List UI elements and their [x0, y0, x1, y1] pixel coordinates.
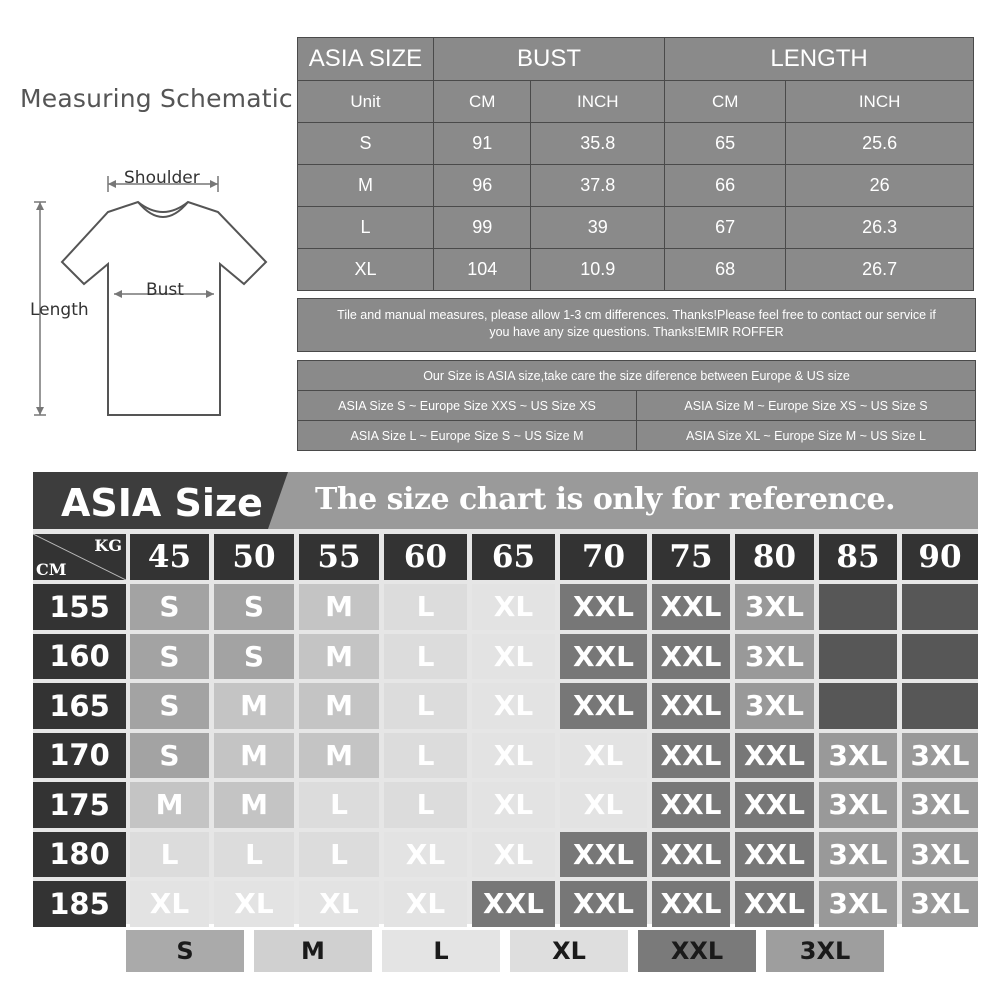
size-cell: M	[298, 165, 434, 207]
legend-item: S	[126, 930, 244, 972]
note-line-1: Tile and manual measures, please allow 1-3 cm differences. Thanks!Please feel free to contact our service if	[337, 308, 936, 322]
size-cell: M	[299, 584, 379, 630]
size-cell: XXL	[652, 782, 730, 828]
size-cell: XL	[472, 782, 555, 828]
size-cell: 3XL	[902, 733, 978, 779]
size-cell: XL	[130, 881, 209, 927]
legend-item: L	[382, 930, 500, 972]
size-cell: XXL	[735, 733, 814, 779]
size-cell: XXL	[735, 832, 814, 878]
weight-header: 90	[902, 534, 978, 580]
size-cell: S	[130, 584, 209, 630]
size-cell: XL	[560, 782, 647, 828]
size-cell: XL	[384, 881, 467, 927]
unit-length-cm: CM	[665, 81, 786, 123]
size-cell: 3XL	[735, 584, 814, 630]
size-cell: 3XL	[735, 683, 814, 729]
size-cell: XXL	[472, 881, 555, 927]
size-cell: XL	[472, 634, 555, 680]
chart-banner-subtitle: The size chart is only for reference.	[315, 482, 896, 517]
size-cell: XL	[298, 249, 434, 291]
size-cell: L	[384, 683, 467, 729]
header-bust: BUST	[434, 38, 665, 81]
size-cell: 3XL	[819, 881, 897, 927]
bust-cm-cell: 91	[434, 123, 531, 165]
size-cell: L	[298, 207, 434, 249]
size-cell: XXL	[652, 832, 730, 878]
shoulder-label: Shoulder	[124, 168, 200, 188]
size-cell: XL	[472, 832, 555, 878]
size-cell: M	[214, 683, 294, 729]
length-cm-cell: 67	[665, 207, 786, 249]
table-row	[298, 421, 976, 451]
conversion-cell: ASIA Size L ~ Europe Size S ~ US Size M	[298, 421, 637, 451]
measurement-note	[297, 298, 976, 352]
table-row	[298, 123, 974, 165]
size-cell: XL	[472, 733, 555, 779]
bust-label: Bust	[146, 280, 184, 300]
height-header: 185	[33, 881, 126, 927]
schematic-title: Measuring Schematic	[20, 84, 293, 113]
size-cell: XXL	[560, 881, 647, 927]
height-header: 175	[33, 782, 126, 828]
size-cell: L	[384, 782, 467, 828]
table-row	[298, 249, 974, 291]
size-cell: XL	[214, 881, 294, 927]
legend-item: XL	[510, 930, 628, 972]
bust-inch-cell: 10.9	[531, 249, 665, 291]
weight-header: 70	[560, 534, 647, 580]
conversion-title: Our Size is ASIA size,take care the size diference between Europe & US size	[298, 361, 976, 391]
height-header: 170	[33, 733, 126, 779]
size-cell: XXL	[652, 881, 730, 927]
size-cell: L	[214, 832, 294, 878]
unit-bust-cm: CM	[434, 81, 531, 123]
size-conversion-table	[297, 360, 976, 451]
height-header: 160	[33, 634, 126, 680]
weight-header: 65	[472, 534, 555, 580]
conversion-cell: ASIA Size M ~ Europe Size XS ~ US Size S	[637, 391, 976, 421]
size-cell: 3XL	[735, 634, 814, 680]
height-header: 155	[33, 584, 126, 630]
size-cell	[902, 634, 978, 680]
size-chart	[33, 472, 978, 924]
weight-header: 85	[819, 534, 897, 580]
size-cell: M	[214, 782, 294, 828]
header-asia-size: ASIA SIZE	[298, 38, 434, 81]
size-cell: L	[299, 782, 379, 828]
unit-bust-inch: INCH	[531, 81, 665, 123]
bust-inch-cell: 35.8	[531, 123, 665, 165]
size-cell	[819, 634, 897, 680]
size-cell: M	[299, 634, 379, 680]
size-cell: 3XL	[819, 832, 897, 878]
size-cell: XL	[299, 881, 379, 927]
size-cell: XXL	[735, 782, 814, 828]
chart-corner-cell	[33, 534, 126, 580]
size-cell: L	[130, 832, 209, 878]
bust-cm-cell: 96	[434, 165, 531, 207]
measurement-unit-row	[298, 81, 974, 123]
size-cell: XXL	[560, 634, 647, 680]
table-row	[298, 207, 974, 249]
size-cell: XXL	[735, 881, 814, 927]
legend-item: M	[254, 930, 372, 972]
length-cm-cell: 65	[665, 123, 786, 165]
conversion-cell: ASIA Size XL ~ Europe Size M ~ US Size L	[637, 421, 976, 451]
size-cell: S	[130, 683, 209, 729]
size-cell: 3XL	[819, 782, 897, 828]
conversion-title-row	[298, 361, 976, 391]
size-cell: S	[130, 634, 209, 680]
length-label: Length	[30, 300, 89, 320]
size-cell	[902, 584, 978, 630]
chart-banner-title: ASIA Size	[61, 481, 263, 525]
size-cell: XL	[472, 683, 555, 729]
header-length: LENGTH	[665, 38, 974, 81]
size-cell: L	[384, 733, 467, 779]
size-cell: 3XL	[819, 733, 897, 779]
size-cell: XXL	[560, 584, 647, 630]
size-cell: M	[299, 683, 379, 729]
size-cell: L	[384, 584, 467, 630]
weight-header: 55	[299, 534, 379, 580]
size-cell: XXL	[652, 634, 730, 680]
height-header: 180	[33, 832, 126, 878]
unit-length-inch: INCH	[786, 81, 974, 123]
size-cell: L	[299, 832, 379, 878]
length-inch-cell: 26.3	[786, 207, 974, 249]
weight-header: 60	[384, 534, 467, 580]
size-cell: XL	[384, 832, 467, 878]
size-cell: XL	[472, 584, 555, 630]
table-row	[298, 391, 976, 421]
corner-kg-label: KG	[94, 536, 122, 555]
length-inch-cell: 26.7	[786, 249, 974, 291]
bust-cm-cell: 99	[434, 207, 531, 249]
legend-item: XXL	[638, 930, 756, 972]
size-cell: S	[214, 584, 294, 630]
conversion-cell: ASIA Size S ~ Europe Size XXS ~ US Size XS	[298, 391, 637, 421]
bust-inch-cell: 39	[531, 207, 665, 249]
length-inch-cell: 25.6	[786, 123, 974, 165]
note-line-2: you have any size questions. Thanks!EMIR ROFFER	[489, 325, 784, 339]
measurement-table	[297, 37, 974, 291]
weight-header: 45	[130, 534, 209, 580]
size-cell: 3XL	[902, 881, 978, 927]
size-cell: XXL	[652, 584, 730, 630]
size-cell: S	[214, 634, 294, 680]
size-cell: S	[298, 123, 434, 165]
size-cell: XXL	[560, 683, 647, 729]
size-cell: M	[130, 782, 209, 828]
size-cell: XXL	[560, 832, 647, 878]
bust-inch-cell: 37.8	[531, 165, 665, 207]
length-cm-cell: 66	[665, 165, 786, 207]
size-legend	[0, 930, 1000, 976]
weight-header: 80	[735, 534, 814, 580]
length-cm-cell: 68	[665, 249, 786, 291]
weight-header: 75	[652, 534, 730, 580]
size-cell: 3XL	[902, 832, 978, 878]
height-header: 165	[33, 683, 126, 729]
size-cell: XXL	[652, 683, 730, 729]
measurement-header-row	[298, 38, 974, 81]
corner-cm-label: CM	[36, 560, 67, 579]
table-row	[298, 165, 974, 207]
unit-label: Unit	[298, 81, 434, 123]
size-cell: XXL	[652, 733, 730, 779]
size-cell	[819, 584, 897, 630]
bust-cm-cell: 104	[434, 249, 531, 291]
size-cell	[902, 683, 978, 729]
length-inch-cell: 26	[786, 165, 974, 207]
size-cell: M	[214, 733, 294, 779]
size-cell: 3XL	[902, 782, 978, 828]
size-cell: M	[299, 733, 379, 779]
size-cell	[819, 683, 897, 729]
size-cell: S	[130, 733, 209, 779]
weight-header: 50	[214, 534, 294, 580]
legend-item: 3XL	[766, 930, 884, 972]
size-cell: L	[384, 634, 467, 680]
size-cell: XL	[560, 733, 647, 779]
